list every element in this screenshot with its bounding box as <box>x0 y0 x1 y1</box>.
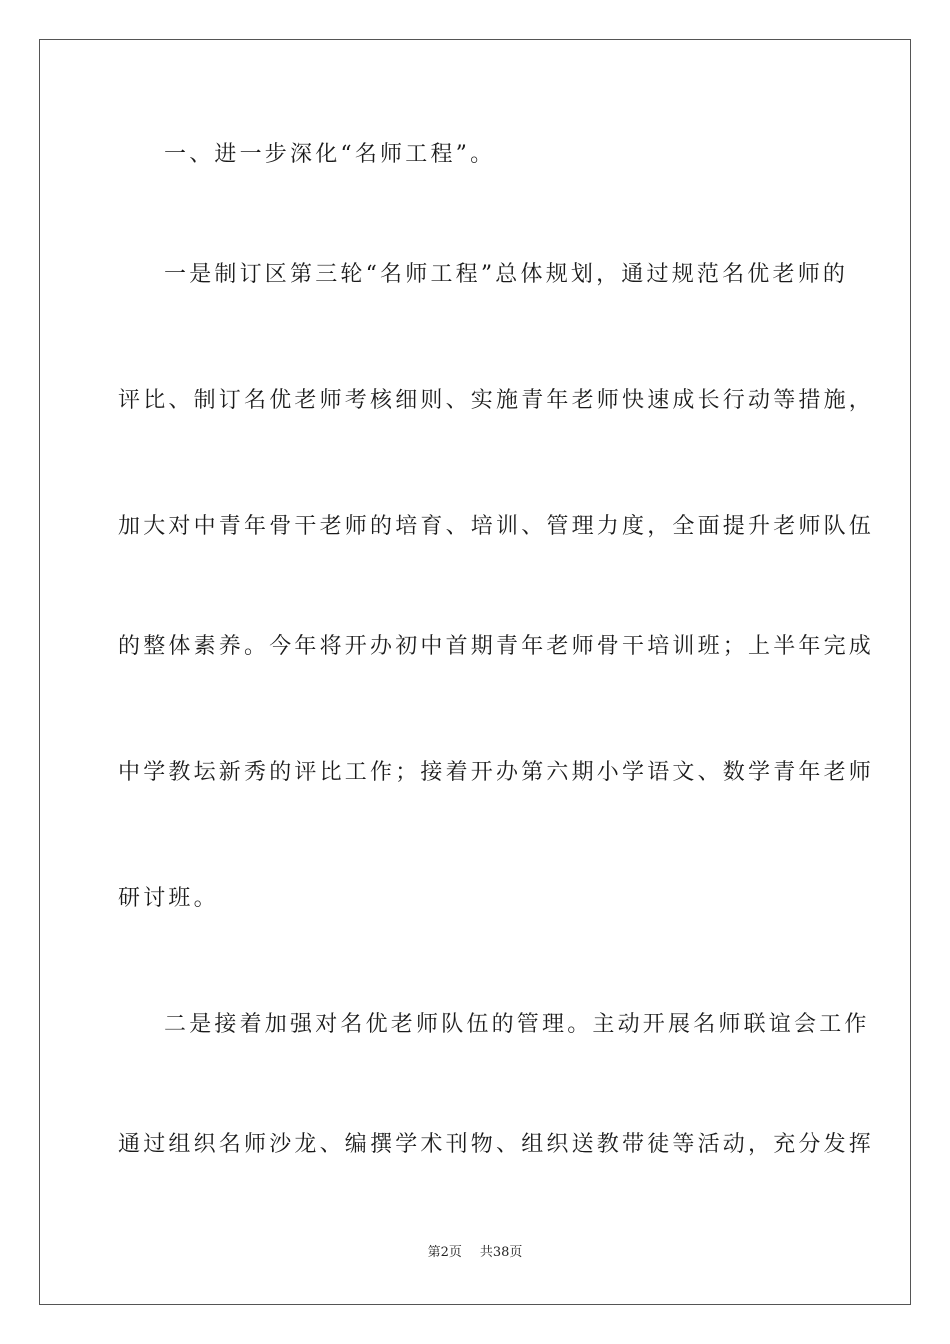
paragraph-line: 二是接着加强对名优老师队伍的管理。主动开展名师联谊会工作 <box>164 1012 870 1037</box>
paragraph-line: 中学教坛新秀的评比工作；接着开办第六期小学语文、数学青年老师 <box>118 760 875 785</box>
page-border <box>39 39 911 1305</box>
total-pages: 共38页 <box>479 1245 523 1260</box>
page-footer <box>0 1244 950 1262</box>
paragraph-line: 研讨班。 <box>118 886 219 911</box>
paragraph-line: 的整体素养。今年将开办初中首期青年老师骨干培训班；上半年完成 <box>118 634 875 659</box>
paragraph-line: 通过组织名师沙龙、编撰学术刊物、组织送教带徒等活动，充分发挥 <box>118 1132 875 1157</box>
paragraph-line: 加大对中青年骨干老师的培育、培训、管理力度，全面提升老师队伍 <box>118 514 875 539</box>
page-number: 第2页 <box>427 1245 462 1260</box>
paragraph-line: 一是制订区第三轮“名师工程”总体规划，通过规范名优老师的 <box>164 262 849 287</box>
heading-line: 一、进一步深化“名师工程”。 <box>164 142 496 167</box>
paragraph-line: 评比、制订名优老师考核细则、实施青年老师快速成长行动等措施， <box>118 388 875 413</box>
